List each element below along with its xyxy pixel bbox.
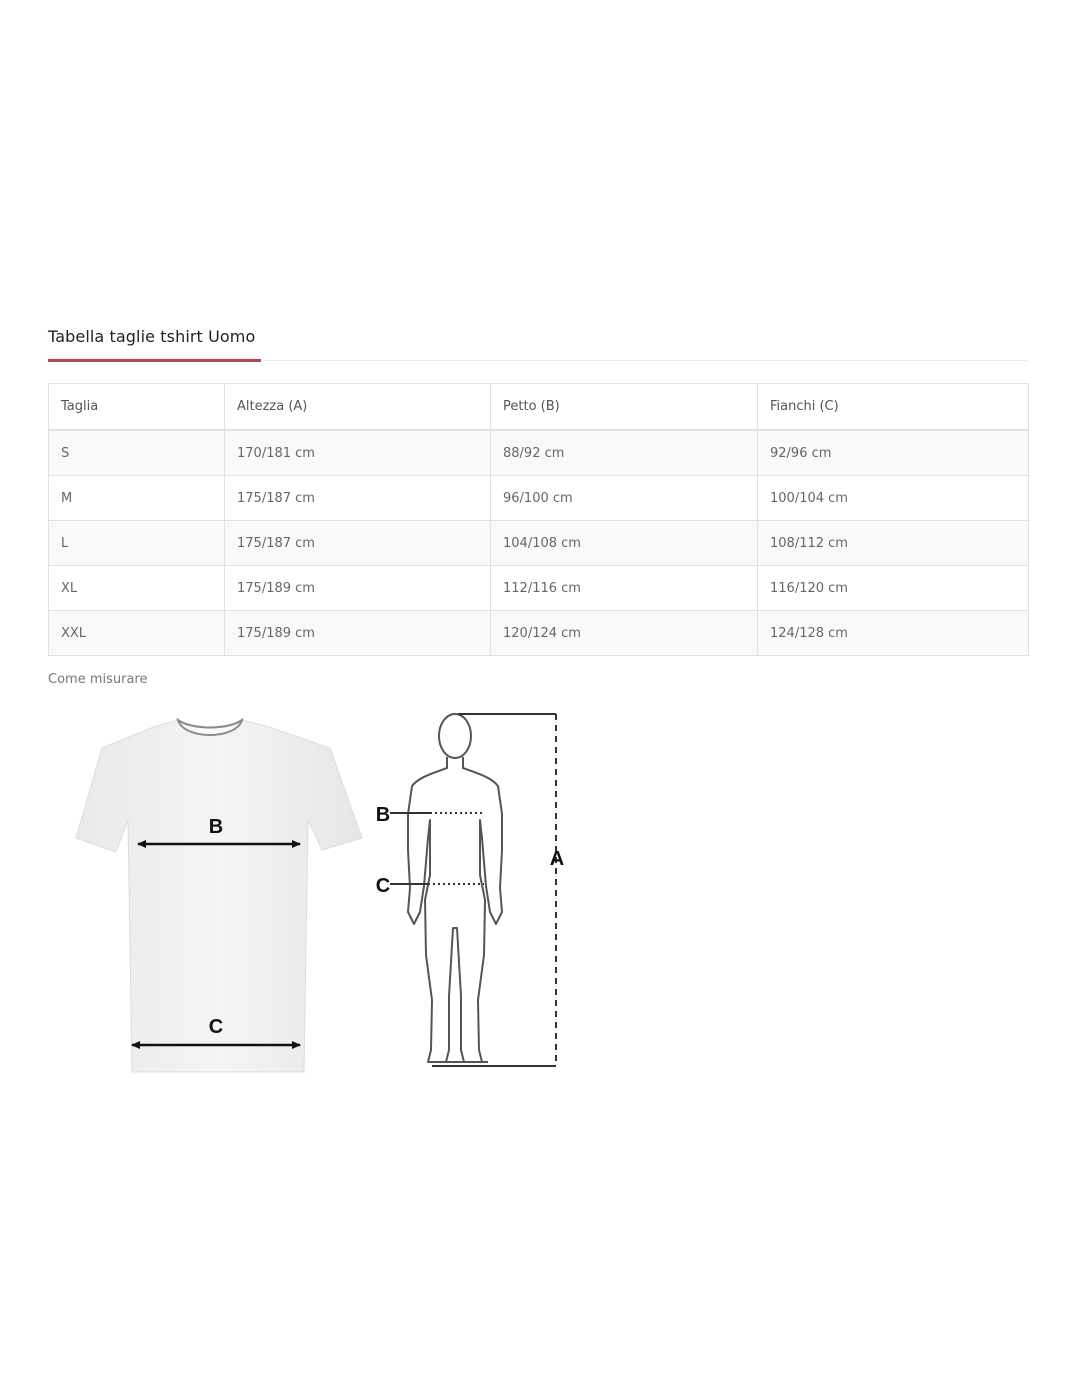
body-height-label: A <box>549 848 565 870</box>
cell-hips: 100/104 cm <box>758 476 1029 521</box>
cell-height: 175/187 cm <box>225 521 491 566</box>
cell-size: M <box>49 476 225 521</box>
cell-size: XL <box>49 566 225 611</box>
title-underline <box>48 359 261 362</box>
body-illustration <box>390 714 556 1066</box>
table-row <box>49 476 1029 521</box>
tshirt-chest-label: B <box>208 816 224 838</box>
how-to-measure-label: Come misurare <box>48 672 148 687</box>
cell-chest: 120/124 cm <box>491 611 758 656</box>
cell-size: L <box>49 521 225 566</box>
cell-size: S <box>49 430 225 476</box>
cell-height: 175/187 cm <box>225 476 491 521</box>
table-header-row <box>49 384 1029 431</box>
cell-size: XXL <box>49 611 225 656</box>
table-row <box>49 521 1029 566</box>
header-size: Taglia <box>49 384 225 431</box>
body-hips-label: C <box>375 875 391 897</box>
table-row <box>49 430 1029 476</box>
body-chest-label: B <box>375 804 391 826</box>
section-header <box>48 324 1028 361</box>
cell-hips: 92/96 cm <box>758 430 1029 476</box>
cell-height: 175/189 cm <box>225 566 491 611</box>
header-hips: Fianchi (C) <box>758 384 1029 431</box>
table-row <box>49 566 1029 611</box>
cell-chest: 96/100 cm <box>491 476 758 521</box>
cell-height: 175/189 cm <box>225 611 491 656</box>
cell-chest: 88/92 cm <box>491 430 758 476</box>
header-chest: Petto (B) <box>491 384 758 431</box>
measurement-diagram <box>60 700 580 1090</box>
header-height: Altezza (A) <box>225 384 491 431</box>
section-title: Tabella taglie tshirt Uomo <box>48 327 256 346</box>
cell-hips: 124/128 cm <box>758 611 1029 656</box>
cell-hips: 108/112 cm <box>758 521 1029 566</box>
tshirt-hips-label: C <box>208 1016 224 1038</box>
cell-chest: 104/108 cm <box>491 521 758 566</box>
cell-chest: 112/116 cm <box>491 566 758 611</box>
table-row <box>49 611 1029 656</box>
cell-height: 170/181 cm <box>225 430 491 476</box>
tshirt-illustration <box>76 720 362 1072</box>
cell-hips: 116/120 cm <box>758 566 1029 611</box>
size-table <box>48 383 1029 656</box>
